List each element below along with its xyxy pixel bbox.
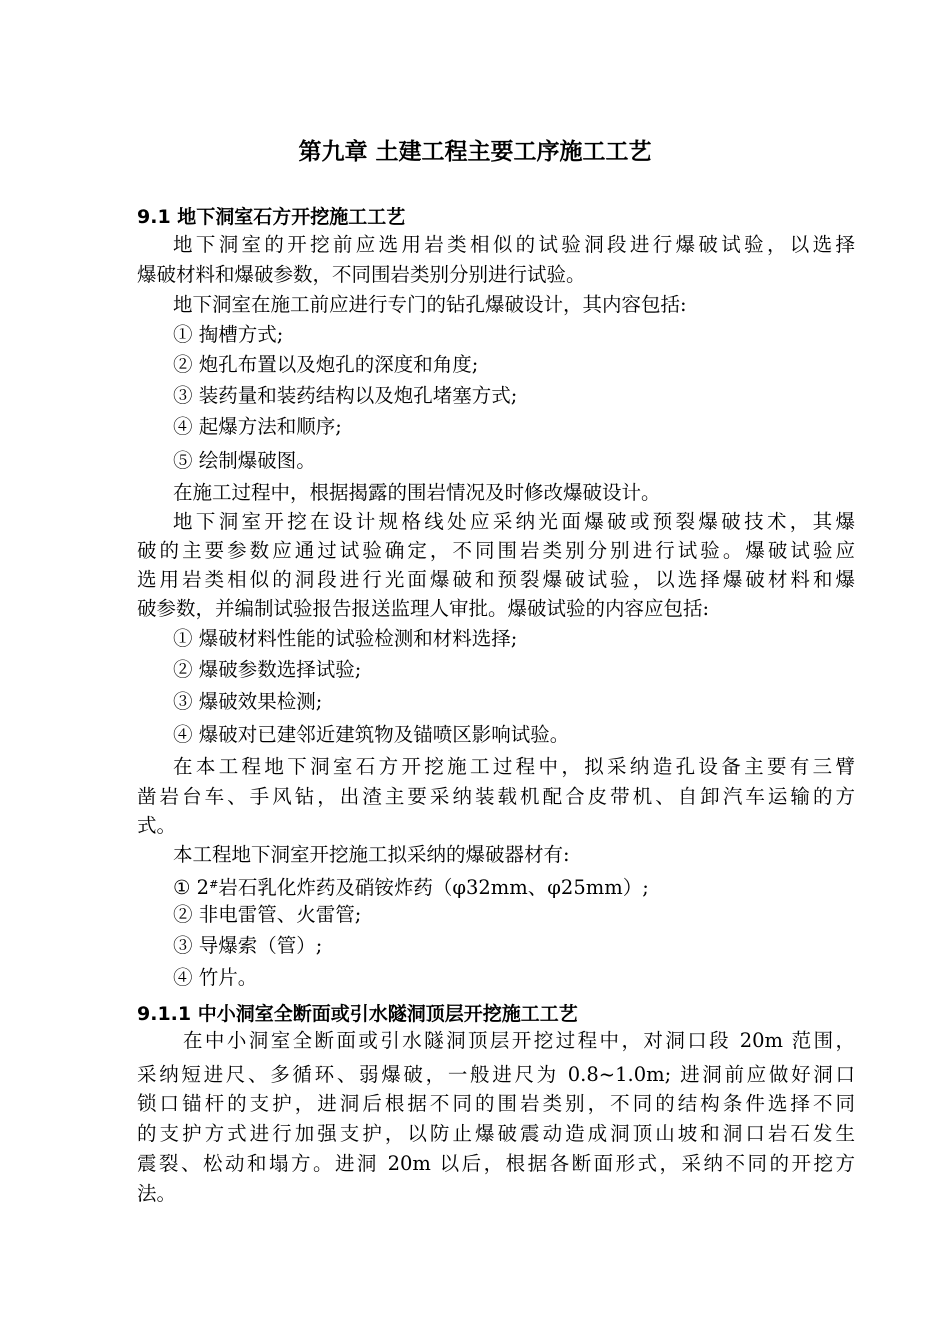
paragraph-line: 采纳短进尺、多循环、弱爆破，一般进尺为 0.8~1.0m; 进洞前应做好洞口 — [137, 1063, 855, 1086]
list-item-text: 岩石乳化炸药及硝铵炸药（φ32mm、φ25mm）; — [218, 876, 649, 899]
list-item — [173, 871, 649, 902]
paragraph-line: 地下洞室开挖在设计规格线处应采纳光面爆破或预裂爆破技术，其爆 — [173, 510, 855, 533]
paragraph-line: 震裂、松动和塌方。进洞 20m 以后，根据各断面形式，采纳不同的开挖方 — [137, 1152, 855, 1175]
paragraph-line: 在施工过程中，根据揭露的围岩情况及时修改爆破设计。 — [173, 481, 661, 504]
list-item: ① 掏槽方式; — [173, 323, 284, 346]
list-item: ① 爆破材料性能的试验检测和材料选择; — [173, 627, 518, 650]
list-item: ② 炮孔布置以及炮孔的深度和角度; — [173, 353, 479, 376]
list-item: ⑤ 绘制爆破图。 — [173, 449, 316, 472]
paragraph-line: 在本工程地下洞室石方开挖施工过程中，拟采纳造孔设备主要有三臂 — [173, 755, 855, 778]
paragraph-line: 锁口锚杆的支护，进洞后根据不同的围岩类别，不同的结构条件选择不同 — [137, 1092, 855, 1115]
list-item: ② 非电雷管、火雷管; — [173, 903, 362, 926]
list-item: ④ 竹片。 — [173, 966, 258, 989]
paragraph-line: 选用岩类相似的洞段进行光面爆破和预裂爆破试验，以选择爆破材料和爆 — [137, 568, 855, 591]
list-item: ④ 起爆方法和顺序; — [173, 415, 342, 438]
list-item: ③ 爆破效果检测; — [173, 690, 323, 713]
paragraph-line: 式。 — [137, 814, 177, 837]
list-item: ③ 导爆索（管）; — [173, 934, 323, 957]
section-heading-9-1-1: 9.1.1 中小洞室全断面或引水隧洞顶层开挖施工工艺 — [137, 1003, 578, 1025]
paragraph-line: 地下洞室的开挖前应选用岩类相似的试验洞段进行爆破试验，以选择 — [173, 233, 855, 256]
paragraph-line: 凿岩台车、手风钻，出渣主要采纳装载机配合皮带机、自卸汽车运输的方 — [137, 785, 855, 808]
list-item-prefix: ① 2 — [173, 876, 210, 899]
superscript-mark: # — [209, 878, 219, 891]
list-item: ④ 爆破对已建邻近建筑物及锚喷区影响试验。 — [173, 723, 570, 746]
chapter-title: 第九章 土建工程主要工序施工工艺 — [298, 139, 652, 165]
paragraph-line: 在中小洞室全断面或引水隧洞顶层开挖过程中，对洞口段 20m 范围， — [183, 1029, 855, 1052]
section-heading-9-1: 9.1 地下洞室石方开挖施工工艺 — [137, 206, 406, 228]
paragraph-line: 本工程地下洞室开挖施工拟采纳的爆破器材有: — [173, 843, 570, 866]
list-item: ② 爆破参数选择试验; — [173, 658, 362, 681]
paragraph-line: 法。 — [137, 1182, 177, 1205]
paragraph-line: 的支护方式进行加强支护，以防止爆破震动造成洞顶山坡和洞口岩石发生 — [137, 1122, 855, 1145]
paragraph-line: 爆破材料和爆破参数，不同围岩类别分别进行试验。 — [137, 263, 586, 286]
list-item: ③ 装药量和装药结构以及炮孔堵塞方式; — [173, 384, 518, 407]
paragraph-line: 破的主要参数应通过试验确定，不同围岩类别分别进行试验。爆破试验应 — [137, 539, 855, 562]
paragraph-line: 地下洞室在施工前应进行专门的钻孔爆破设计，其内容包括: — [173, 293, 687, 316]
paragraph-line: 破参数，并编制试验报告报送监理人审批。爆破试验的内容应包括: — [137, 597, 710, 620]
